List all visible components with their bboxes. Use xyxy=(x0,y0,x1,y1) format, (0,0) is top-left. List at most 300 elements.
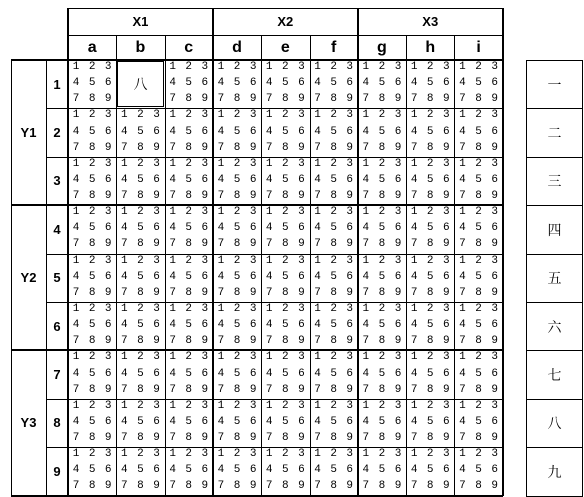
candidate-digit: 3 xyxy=(443,109,450,122)
candidate-digit: 6 xyxy=(491,173,498,186)
grid-cell[interactable] xyxy=(213,205,261,253)
candidate-digit: 3 xyxy=(443,157,450,170)
grid-cell[interactable] xyxy=(261,350,309,398)
grid-cell[interactable] xyxy=(213,350,261,398)
candidate-digit: 9 xyxy=(443,141,450,154)
candidate-digit: 6 xyxy=(249,222,257,235)
column-header: c xyxy=(184,38,194,56)
candidate-digit: 6 xyxy=(491,222,498,235)
grid-line-horizontal xyxy=(11,59,503,61)
candidate-digit: 1 xyxy=(410,61,418,73)
candidate-digit: 8 xyxy=(233,238,241,251)
grid-cell[interactable] xyxy=(454,60,502,108)
candidate-digits xyxy=(165,157,213,205)
candidate-digit: 2 xyxy=(426,157,434,170)
candidate-digit: 2 xyxy=(475,61,482,73)
candidate-digit: 9 xyxy=(104,432,112,445)
candidate-digit: 3 xyxy=(249,61,257,73)
candidate-digit: 6 xyxy=(298,464,305,477)
candidate-digit: 7 xyxy=(169,335,176,348)
candidate-digit: 7 xyxy=(314,480,321,493)
candidate-digit: 9 xyxy=(394,141,402,154)
candidate-digit: 5 xyxy=(233,464,241,477)
grid-cell[interactable] xyxy=(310,254,358,302)
candidate-digit: 4 xyxy=(169,319,176,332)
candidate-digit: 7 xyxy=(314,93,321,106)
grid-line-horizontal xyxy=(46,302,503,303)
candidate-digit: 3 xyxy=(346,351,354,364)
candidate-digit: 3 xyxy=(201,399,209,412)
candidate-digits xyxy=(68,447,116,495)
candidate-digit: 2 xyxy=(137,448,144,461)
candidate-digit: 9 xyxy=(153,383,160,396)
candidate-digit: 5 xyxy=(282,319,289,332)
candidate-digit: 1 xyxy=(72,351,80,364)
grid-cell[interactable] xyxy=(406,399,454,447)
candidate-digit: 9 xyxy=(249,335,257,348)
row-group-header: Y3 xyxy=(20,415,37,431)
grid-cell[interactable] xyxy=(68,399,116,447)
candidate-digit: 6 xyxy=(491,367,498,380)
candidate-digits xyxy=(261,157,309,205)
grid-cell[interactable] xyxy=(116,399,164,447)
grid-cell[interactable] xyxy=(358,350,406,398)
candidate-digit: 1 xyxy=(265,109,273,122)
candidate-digit: 9 xyxy=(153,141,160,154)
candidate-digit: 1 xyxy=(314,157,321,170)
candidate-digit: 8 xyxy=(233,432,241,445)
candidate-digit: 1 xyxy=(217,254,225,267)
candidate-digit: 2 xyxy=(378,206,386,219)
candidate-digits xyxy=(406,399,454,447)
candidate-digits xyxy=(165,254,213,302)
grid-cell[interactable] xyxy=(68,157,116,205)
candidate-digit: 8 xyxy=(330,141,337,154)
grid-cell[interactable] xyxy=(358,399,406,447)
candidate-digit: 2 xyxy=(426,206,434,219)
candidate-digit: 1 xyxy=(169,399,176,412)
grid-cell[interactable] xyxy=(406,108,454,156)
candidate-digit: 1 xyxy=(410,206,418,219)
candidate-digit: 8 xyxy=(233,480,241,493)
grid-cell[interactable] xyxy=(406,60,454,108)
grid-cell[interactable] xyxy=(68,205,116,253)
grid-cell[interactable] xyxy=(261,108,309,156)
candidate-digit: 5 xyxy=(233,222,241,235)
candidate-digit: 4 xyxy=(217,319,225,332)
column-group-header: X3 xyxy=(422,14,439,29)
candidate-digit: 5 xyxy=(137,464,144,477)
candidate-digit: 3 xyxy=(491,399,498,412)
candidate-digit: 9 xyxy=(346,383,354,396)
grid-cell[interactable] xyxy=(261,447,309,495)
candidate-digit: 6 xyxy=(394,367,402,380)
candidate-digits xyxy=(116,205,164,253)
candidate-digit: 1 xyxy=(217,206,225,219)
candidate-digit: 8 xyxy=(426,286,434,299)
candidate-digit: 3 xyxy=(249,351,257,364)
candidate-digit: 4 xyxy=(410,173,418,186)
candidate-digit: 5 xyxy=(475,415,482,428)
grid-cell[interactable] xyxy=(165,302,213,350)
grid-line-vertical xyxy=(11,60,12,496)
candidate-digit: 6 xyxy=(153,222,160,235)
candidate-digit: 6 xyxy=(201,367,209,380)
candidate-digit: 1 xyxy=(362,351,370,364)
candidate-digit: 3 xyxy=(443,351,450,364)
grid-line-horizontal xyxy=(11,349,503,351)
candidate-digit: 8 xyxy=(137,238,144,251)
candidate-digits xyxy=(310,60,358,108)
grid-cell[interactable] xyxy=(165,254,213,302)
candidate-digit: 6 xyxy=(104,125,112,138)
grid-cell[interactable] xyxy=(116,254,164,302)
row-header: 3 xyxy=(53,173,61,189)
candidate-digit: 6 xyxy=(201,415,209,428)
candidate-digit: 4 xyxy=(362,125,370,138)
grid-cell[interactable] xyxy=(165,399,213,447)
candidate-digit: 5 xyxy=(233,367,241,380)
grid-cell[interactable] xyxy=(358,108,406,156)
grid-cell[interactable] xyxy=(116,302,164,350)
candidate-digit: 7 xyxy=(169,93,176,106)
candidate-digit: 6 xyxy=(104,77,112,90)
grid-cell[interactable] xyxy=(165,60,213,108)
grid-cell[interactable] xyxy=(406,447,454,495)
candidate-digit: 1 xyxy=(265,448,273,461)
candidate-digit: 6 xyxy=(443,222,450,235)
grid-cell[interactable] xyxy=(310,157,358,205)
candidate-digit: 1 xyxy=(217,351,225,364)
grid-cell[interactable] xyxy=(213,157,261,205)
grid-cell[interactable] xyxy=(213,108,261,156)
candidate-digit: 1 xyxy=(459,254,466,267)
candidate-digit: 9 xyxy=(491,93,498,106)
candidate-digit: 4 xyxy=(265,270,273,283)
grid-cell[interactable] xyxy=(310,399,358,447)
candidate-digit: 1 xyxy=(72,61,80,73)
candidate-digit: 2 xyxy=(233,303,241,315)
candidate-digit: 2 xyxy=(378,448,386,461)
candidate-digit: 2 xyxy=(426,61,434,73)
side-label-cell: 七 xyxy=(526,350,583,399)
candidate-digit: 9 xyxy=(201,238,209,251)
grid-cell[interactable] xyxy=(68,447,116,495)
grid-cell[interactable] xyxy=(68,350,116,398)
candidate-digit: 6 xyxy=(346,125,354,138)
candidate-digit: 1 xyxy=(265,303,273,315)
candidate-digit: 9 xyxy=(153,286,160,299)
candidate-digit: 5 xyxy=(282,270,289,283)
row-header: 2 xyxy=(53,125,61,141)
grid-cell[interactable] xyxy=(213,254,261,302)
grid-cell[interactable] xyxy=(165,350,213,398)
candidate-digit: 5 xyxy=(475,173,482,186)
grid-cell[interactable] xyxy=(358,60,406,108)
candidate-digit: 5 xyxy=(426,319,434,332)
candidate-digit: 3 xyxy=(153,254,160,267)
candidate-digit: 7 xyxy=(410,480,418,493)
candidate-digit: 6 xyxy=(104,464,112,477)
candidate-digit: 5 xyxy=(475,222,482,235)
candidate-digit: 5 xyxy=(426,222,434,235)
grid-cell[interactable] xyxy=(358,447,406,495)
candidate-digit: 1 xyxy=(314,61,321,73)
candidate-digit: 2 xyxy=(185,157,193,170)
grid-cell[interactable] xyxy=(165,205,213,253)
candidate-digit: 4 xyxy=(169,125,176,138)
candidate-digit: 7 xyxy=(362,286,370,299)
candidate-digit: 6 xyxy=(491,270,498,283)
candidate-digit: 4 xyxy=(410,270,418,283)
candidate-digit: 4 xyxy=(217,125,225,138)
grid-cell[interactable] xyxy=(406,350,454,398)
candidate-digit: 7 xyxy=(314,335,321,348)
candidate-digit: 8 xyxy=(426,238,434,251)
candidate-digits xyxy=(68,157,116,205)
candidate-digit: 3 xyxy=(443,448,450,461)
candidate-digit: 9 xyxy=(443,190,450,203)
candidate-digit: 1 xyxy=(459,109,466,122)
candidate-digit: 7 xyxy=(314,432,321,445)
candidate-digit: 3 xyxy=(153,109,160,122)
grid-cell[interactable] xyxy=(310,205,358,253)
grid-line-vertical xyxy=(406,35,407,496)
candidate-digits xyxy=(213,254,261,302)
candidate-digit: 9 xyxy=(104,238,112,251)
candidate-digit: 4 xyxy=(121,319,128,332)
candidate-digit: 1 xyxy=(72,303,80,315)
candidate-digit: 5 xyxy=(378,367,386,380)
grid-cell[interactable] xyxy=(261,254,309,302)
candidate-digit: 6 xyxy=(443,77,450,90)
candidate-digit: 3 xyxy=(298,254,305,267)
candidate-digit: 2 xyxy=(185,399,193,412)
candidate-digit: 1 xyxy=(265,61,273,73)
row-header: 8 xyxy=(53,415,61,431)
candidate-digits xyxy=(116,254,164,302)
grid-cell[interactable] xyxy=(116,108,164,156)
candidate-digit: 6 xyxy=(104,173,112,186)
grid-cell[interactable] xyxy=(213,447,261,495)
candidate-digit: 1 xyxy=(121,157,128,170)
candidate-digit: 6 xyxy=(298,125,305,138)
candidate-digit: 6 xyxy=(346,270,354,283)
candidate-digits xyxy=(310,302,358,350)
grid-cell[interactable] xyxy=(406,157,454,205)
grid-cell[interactable] xyxy=(358,302,406,350)
candidate-digit: 7 xyxy=(72,335,80,348)
candidate-digit: 7 xyxy=(217,383,225,396)
candidate-digit: 5 xyxy=(282,173,289,186)
candidate-digits xyxy=(165,399,213,447)
grid-line-vertical xyxy=(67,8,69,496)
candidate-digits xyxy=(454,447,502,495)
grid-cell[interactable] xyxy=(68,254,116,302)
candidate-digit: 6 xyxy=(491,415,498,428)
grid-cell[interactable] xyxy=(116,447,164,495)
candidate-digit: 8 xyxy=(330,432,337,445)
candidate-digit: 2 xyxy=(185,351,193,364)
candidate-digit: 2 xyxy=(378,351,386,364)
grid-cell[interactable] xyxy=(358,157,406,205)
candidate-digits xyxy=(165,60,213,108)
candidate-digit: 9 xyxy=(249,432,257,445)
candidate-digit: 2 xyxy=(233,448,241,461)
candidate-digit: 9 xyxy=(394,93,402,106)
candidate-digit: 4 xyxy=(314,464,321,477)
grid-cell[interactable] xyxy=(213,302,261,350)
candidate-digits xyxy=(213,157,261,205)
candidate-digit: 6 xyxy=(298,319,305,332)
grid-cell[interactable] xyxy=(261,399,309,447)
grid-cell-selected[interactable] xyxy=(116,60,164,108)
candidate-digit: 3 xyxy=(104,448,112,461)
candidate-digit: 8 xyxy=(475,432,482,445)
grid-cell[interactable] xyxy=(261,302,309,350)
grid-cell[interactable] xyxy=(165,447,213,495)
candidate-digit: 8 xyxy=(185,141,193,154)
candidate-digit: 1 xyxy=(459,351,466,364)
candidate-digit: 5 xyxy=(185,77,193,90)
candidate-digit: 2 xyxy=(475,206,482,219)
row-group-header: Y2 xyxy=(20,270,37,286)
candidate-digit: 3 xyxy=(298,351,305,364)
candidate-digit: 1 xyxy=(362,61,370,73)
grid-cell[interactable] xyxy=(261,205,309,253)
candidate-digit: 4 xyxy=(459,77,466,90)
candidate-digit: 1 xyxy=(72,399,80,412)
grid-cell[interactable] xyxy=(358,254,406,302)
candidate-digit: 4 xyxy=(169,173,176,186)
candidate-digit: 4 xyxy=(459,415,466,428)
candidate-digit: 8 xyxy=(88,335,96,348)
candidate-digit: 9 xyxy=(104,190,112,203)
grid-cell[interactable] xyxy=(116,205,164,253)
candidate-digits xyxy=(406,60,454,108)
candidate-digit: 4 xyxy=(314,367,321,380)
grid-cell[interactable] xyxy=(261,60,309,108)
candidate-digits xyxy=(68,60,116,108)
side-label-cell: 八 xyxy=(526,399,583,448)
candidate-digit: 1 xyxy=(314,206,321,219)
candidate-digit: 5 xyxy=(137,222,144,235)
grid-cell[interactable] xyxy=(406,302,454,350)
grid-line-horizontal xyxy=(11,204,503,206)
candidate-digit: 4 xyxy=(362,270,370,283)
candidate-digit: 5 xyxy=(426,367,434,380)
candidate-digit: 9 xyxy=(298,238,305,251)
grid-cell[interactable] xyxy=(213,399,261,447)
candidate-digit: 7 xyxy=(121,383,128,396)
grid-cell[interactable] xyxy=(454,302,502,350)
grid-cell[interactable] xyxy=(116,350,164,398)
candidate-digit: 2 xyxy=(233,109,241,122)
candidate-digit: 9 xyxy=(491,141,498,154)
grid-cell[interactable] xyxy=(261,157,309,205)
grid-cell[interactable] xyxy=(454,350,502,398)
candidate-digit: 6 xyxy=(443,367,450,380)
candidate-digit: 1 xyxy=(217,109,225,122)
grid-cell[interactable] xyxy=(68,302,116,350)
candidate-digit: 1 xyxy=(217,157,225,170)
candidate-digit: 5 xyxy=(378,173,386,186)
grid-cell[interactable] xyxy=(310,108,358,156)
candidate-digit: 9 xyxy=(153,190,160,203)
grid-cell[interactable] xyxy=(310,302,358,350)
candidate-digit: 7 xyxy=(362,480,370,493)
candidate-digit: 8 xyxy=(88,286,96,299)
candidate-digit: 3 xyxy=(394,61,402,73)
grid-cell[interactable] xyxy=(454,447,502,495)
candidate-digit: 3 xyxy=(249,303,257,315)
grid-cell[interactable] xyxy=(310,350,358,398)
side-label-cell: 五 xyxy=(526,254,583,303)
candidate-digit: 8 xyxy=(282,190,289,203)
candidate-digit: 1 xyxy=(314,303,321,315)
candidate-digit: 2 xyxy=(378,399,386,412)
grid-cell[interactable] xyxy=(454,205,502,253)
candidate-digit: 3 xyxy=(443,254,450,267)
grid-line-horizontal xyxy=(46,108,503,109)
grid-cell[interactable] xyxy=(116,157,164,205)
grid-cell[interactable] xyxy=(68,60,116,108)
grid-cell[interactable] xyxy=(165,108,213,156)
candidate-digit: 3 xyxy=(394,399,402,412)
candidate-digit: 9 xyxy=(443,286,450,299)
candidate-digits xyxy=(165,447,213,495)
candidate-digit: 8 xyxy=(378,93,386,106)
candidate-digit: 5 xyxy=(185,270,193,283)
grid-cell[interactable] xyxy=(310,60,358,108)
grid-cell[interactable] xyxy=(454,108,502,156)
candidate-digit: 4 xyxy=(265,222,273,235)
candidate-digit: 2 xyxy=(233,157,241,170)
grid-cell[interactable] xyxy=(454,157,502,205)
candidate-digit: 1 xyxy=(265,157,273,170)
grid-cell[interactable] xyxy=(68,108,116,156)
candidate-digits xyxy=(310,205,358,253)
candidate-digit: 1 xyxy=(169,351,176,364)
candidate-digit: 2 xyxy=(282,351,289,364)
candidate-digit: 2 xyxy=(426,303,434,315)
grid-cell[interactable] xyxy=(165,157,213,205)
candidate-digits xyxy=(310,447,358,495)
candidate-digit: 7 xyxy=(265,335,273,348)
candidate-digit: 7 xyxy=(72,286,80,299)
candidate-digit: 7 xyxy=(169,238,176,251)
candidate-digit: 5 xyxy=(88,270,96,283)
candidate-digit: 8 xyxy=(475,238,482,251)
grid-cell[interactable] xyxy=(310,447,358,495)
grid-cell[interactable] xyxy=(454,399,502,447)
candidate-digit: 2 xyxy=(475,399,482,412)
candidate-digit: 7 xyxy=(121,286,128,299)
grid-cell[interactable] xyxy=(406,254,454,302)
candidate-digit: 2 xyxy=(282,206,289,219)
candidate-digit: 6 xyxy=(394,222,402,235)
grid-cell[interactable] xyxy=(358,205,406,253)
candidate-digit: 8 xyxy=(282,480,289,493)
candidate-digit: 3 xyxy=(153,303,160,315)
candidate-digit: 7 xyxy=(217,141,225,154)
grid-cell[interactable] xyxy=(454,254,502,302)
candidate-digit: 6 xyxy=(201,173,209,186)
candidate-digit: 3 xyxy=(298,448,305,461)
grid-cell[interactable] xyxy=(213,60,261,108)
grid-cell[interactable] xyxy=(406,205,454,253)
candidate-digit: 1 xyxy=(410,109,418,122)
